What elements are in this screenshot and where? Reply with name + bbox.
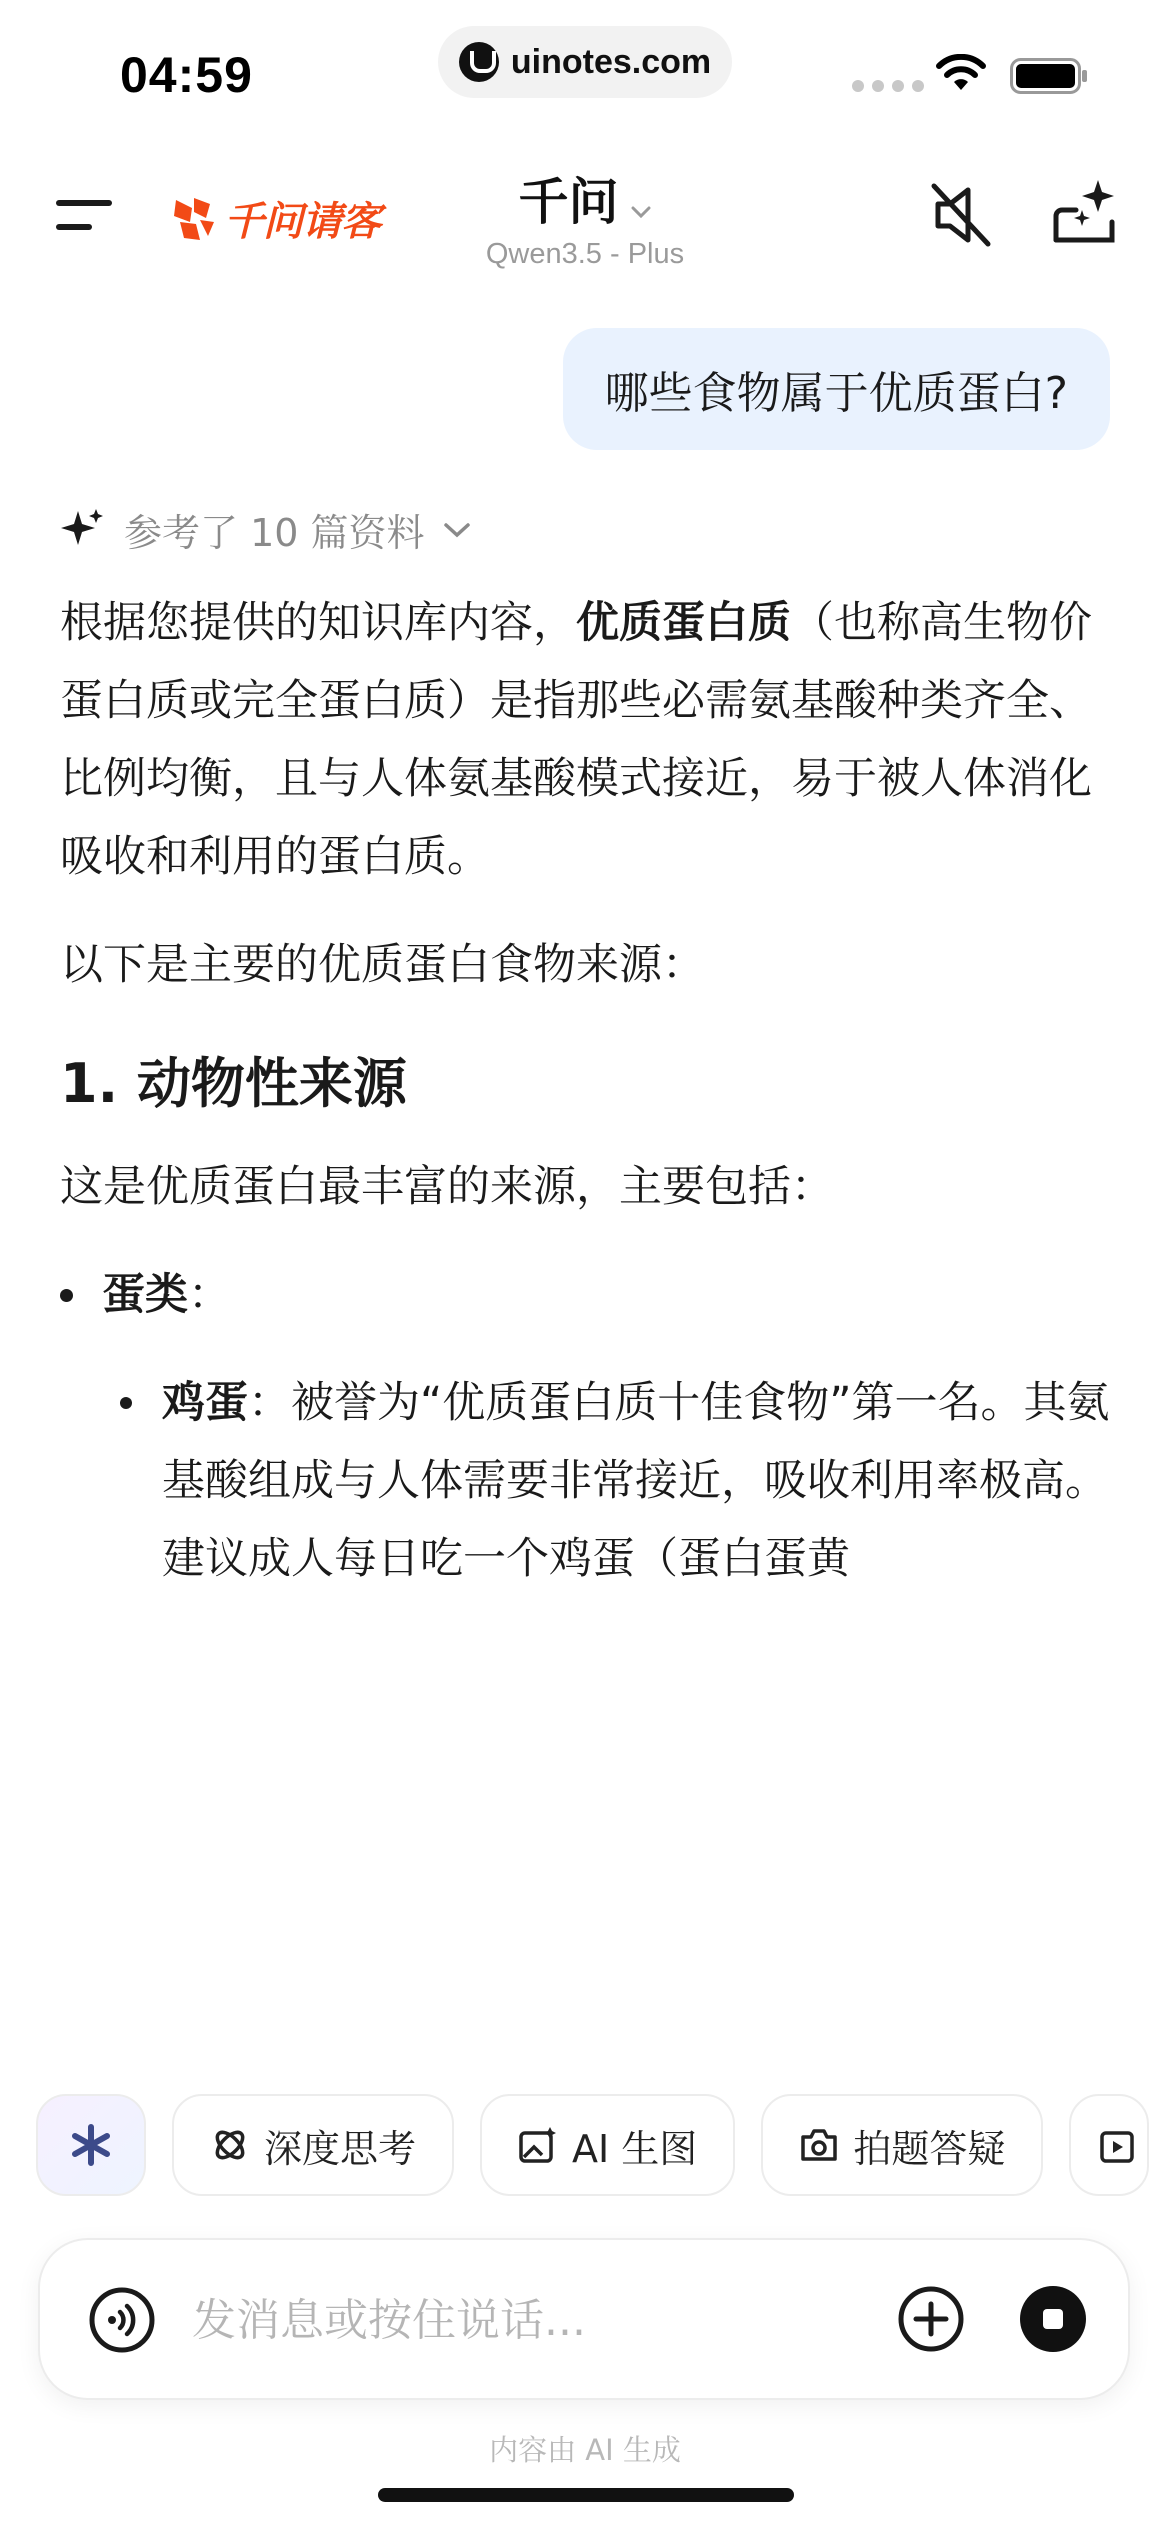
user-message-bubble: 哪些食物属于优质蛋白?: [563, 328, 1110, 450]
chevron-down-icon: [443, 521, 471, 539]
page-title: 千问: [518, 173, 619, 231]
status-time: 04:59: [120, 47, 253, 103]
brand-mark-icon: [166, 192, 220, 246]
references-toggle[interactable]: [60, 502, 471, 557]
url-pill[interactable]: [438, 26, 732, 98]
deep-think-icon: [210, 2125, 250, 2165]
voice-icon[interactable]: [88, 2286, 156, 2354]
message-composer: [38, 2238, 1130, 2400]
home-indicator[interactable]: [378, 2488, 794, 2502]
assistant-spark-button[interactable]: [36, 2094, 146, 2196]
battery-icon: [1010, 58, 1088, 94]
chip-label: 深度思考: [264, 2126, 417, 2171]
wifi-icon: [935, 54, 987, 94]
image-gen-icon: [518, 2125, 558, 2165]
url-text: uinotes.com: [510, 42, 712, 81]
message-input[interactable]: [190, 2284, 894, 2356]
image-gen-chip[interactable]: [480, 2094, 735, 2196]
model-subtitle: Qwen3.5 - Plus: [485, 238, 685, 270]
sparkle-icon: [60, 507, 106, 553]
chevron-down-icon: [630, 205, 652, 219]
brand-text: 千问请客: [224, 199, 380, 245]
quick-actions: [36, 2094, 1149, 2196]
ai-disclaimer: 内容由 AI 生成: [489, 2433, 681, 2467]
references-label: 参考了 10 篇资料: [124, 511, 425, 555]
list-item: 鸡蛋：被誉为“优质蛋白质十佳食物”第一名。其氨基酸组成与人体需要非常接近，吸收利用率极高。建议成人每日吃一个鸡蛋（蛋白蛋黄: [60, 1364, 1120, 1598]
chip-label: 拍题答疑: [853, 2126, 1006, 2171]
answer-paragraph: 以下是主要的优质蛋白食物来源：: [60, 940, 705, 990]
speaker-mute-icon[interactable]: [928, 180, 994, 250]
stop-icon[interactable]: [1018, 2284, 1088, 2354]
new-chat-icon[interactable]: [1048, 176, 1120, 250]
answer-paragraph: 这是优质蛋白最丰富的来源，主要包括：: [60, 1162, 834, 1212]
list-item: 蛋类：: [60, 1256, 1120, 1334]
model-selector[interactable]: [400, 162, 770, 271]
add-icon[interactable]: [896, 2284, 966, 2354]
deep-think-chip[interactable]: [172, 2094, 454, 2196]
more-chip[interactable]: [1069, 2094, 1149, 2196]
site-logo-icon: [459, 42, 499, 82]
assistant-answer: [60, 584, 1120, 1598]
spark-icon: [69, 2123, 113, 2167]
cellular-signal-icon: [852, 80, 924, 92]
chip-label: AI 生图: [572, 2126, 698, 2171]
video-icon: [1099, 2125, 1139, 2165]
photo-question-chip[interactable]: [761, 2094, 1043, 2196]
answer-heading: 1. 动物性来源: [60, 1052, 407, 1115]
menu-icon[interactable]: [54, 196, 114, 236]
camera-icon: [799, 2125, 839, 2165]
answer-paragraph: 根据您提供的知识库内容，优质蛋白质（也称高生物价蛋白质或完全蛋白质）是指那些必需氨基酸种类齐全、比例均衡，且与人体氨基酸模式接近，易于被人体消化吸收和利用的蛋白质。: [60, 598, 1092, 882]
brand-logo[interactable]: [166, 190, 380, 247]
